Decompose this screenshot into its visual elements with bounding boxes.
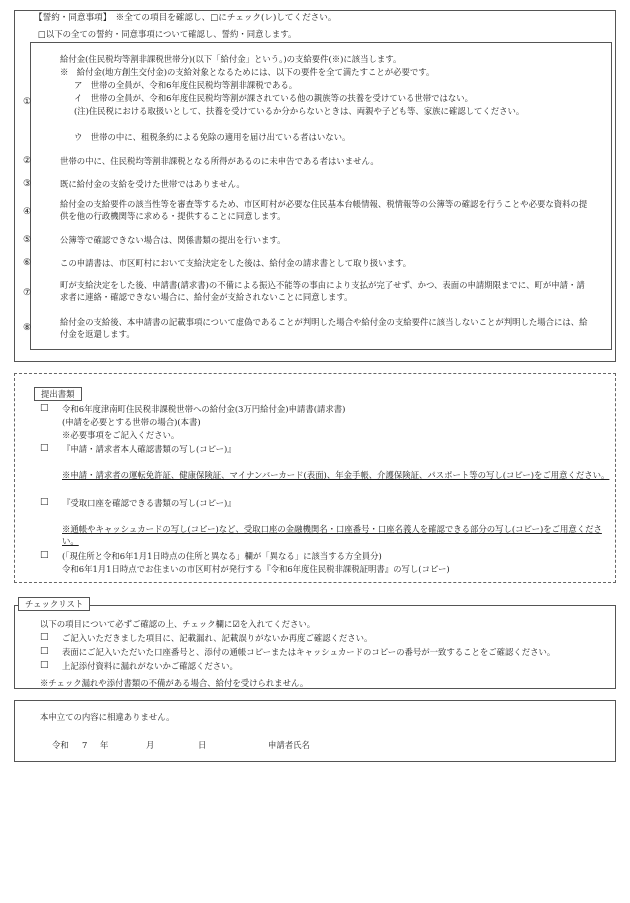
checklist-checkbox[interactable]: □ <box>40 646 49 656</box>
applicant-name-label: 申請者氏名 <box>268 740 310 750</box>
date-year-label: 年 <box>100 740 109 750</box>
pledge-all-check[interactable]: □以下の全ての誓約・同意事項について確認し、誓約・同意します。 <box>38 29 297 39</box>
checklist-intro: 以下の項目について必ずご確認の上、チェック欄に☑を入れてください。 <box>40 619 316 629</box>
date-era: 令和 <box>52 740 69 750</box>
pledge-item-number: ① <box>22 97 32 107</box>
document-checkbox[interactable]: □ <box>40 550 49 560</box>
checklist-checkbox[interactable]: □ <box>40 632 49 642</box>
date-year-input[interactable]: 7 <box>82 740 88 750</box>
document-checkbox[interactable]: □ <box>40 403 49 413</box>
document-checkbox[interactable]: □ <box>40 497 49 507</box>
document-checkbox[interactable]: □ <box>40 443 49 453</box>
declaration-box <box>14 700 616 762</box>
declaration-statement: 本申立ての内容に相違ありません。 <box>40 712 175 722</box>
checklist-note: ※チェック漏れや添付書類の不備がある場合、給付を受けられません。 <box>40 678 309 688</box>
date-day-label: 日 <box>198 740 207 750</box>
checklist-label: チェックリスト <box>18 597 90 611</box>
documents-label: 提出書類 <box>34 387 82 401</box>
pledge-heading: 【誓約・同意事項】 ※全ての項目を確認し、□にチェック(レ)してください。 <box>34 13 337 23</box>
form-back-page: 【誓約・同意事項】 ※全ての項目を確認し、□にチェック(レ)してください。 □以下の全ての誓約・同意事項について確認し、誓約・同意します。 ① 給付金(住民税均等割非課税世帯分)(以下「給付金」という。)の支給要件(※)に該当します。 ※ 給付金(地方創生交付金)の支給対象となるためには、以下の要件を全て満たすことが必要です。 ア 世帯の全員が、令和6年度住民税均等割非課税である。 イ 世帯の全員が、令和6年度住民税均等割が課されている他の親族等の扶養を受けている世帯ではない。 (注)住民税における取扱いとして、扶養を受けているか分からないときは、両親や子ども等、家族に確認してください。 ウ 世帯の中に、租税条約による免除の適用を届け出ている者はいない。 ② 世帯の中に、住民税均等割非課税となる所得があるのに未申告である者はいません。 ③ 既に給付金の支給を受けた世帯ではありません。 ④ 給付金の支給要件の該当性等を審査等するため、市区町村が必要な住民基本台帳情報、税情報等の公簿等の確認を行うことや必要な資料の提供を他の行政機関等に求める・提供することに同意します。 ⑤ 公簿等で確認できない場合は、関係書類の提出を行います。 ⑥ この申請書は、市区町村において支給決定をした後は、給付金の請求書として取り扱います。 ⑦ 町が支給決定をした後、申請書(請求書)の不備による振込不能等の事由により支払が完了せず、かつ、表面の申請期限までに、町が申請・請求者に連絡・確認できない場合に、給付金が支給されないことに同意します。 ⑧ 給付金の支給後、本申請書の記載事項について虚偽であることが判明した場合や給付金の支給要件に該当しないことが判明した場合には、給付金を返還します。 提出書類 □ 令和6年度津南町住民税非課税世帯への給付金(3万円給付金)申請書(請求書) (申請を必要とする世帯の場合)(本書) ※必要事項をご記入ください。 □ 『申請・請求者本人確認書類の写し(コピー)』 ※申請・請求者の運転免許証、健康保険証、マイナンバーカード(表面)、年金手帳、介護保険証、パスポート等の写し(コピー)をご用意ください。 □ 『受取口座を確認できる書類の写し(コピー)』 ※通帳やキャッシュカードの写し(コピー)など、受取口座の金融機関名・口座番号・口座名義人を確認できる部分の写し(コピー)をご用意ください。 □ (「現住所と令和6年1月1日時点の住所と異なる」欄が「異なる」に該当する方全員分) 令和6年1月1日時点でお住まいの市区町村が発行する『令和6年度住民税非課税証明書』の写し(コピー) チェックリスト 以下の項目について必ずご確認の上、チェック欄に☑を入れてください。 □ ご記入いただきました項目に、記載漏れ、記載誤りがないか再度ご確認ください。 □ 表面にご記入いただいた口座番号と、添付の通帳コピーまたはキャッシュカードのコピーの番号が一致することをご確認ください。 □ 上記添付資料に漏れがないかご確認ください。 ※チェック漏れや添付書類の不備がある場合、給付を受けられません。 本申立ての内容に相違ありません。 令和 7 年 月 日 申請者氏名 <box>0 0 630 903</box>
checklist-checkbox[interactable]: □ <box>40 660 49 670</box>
date-month-label: 月 <box>146 740 155 750</box>
